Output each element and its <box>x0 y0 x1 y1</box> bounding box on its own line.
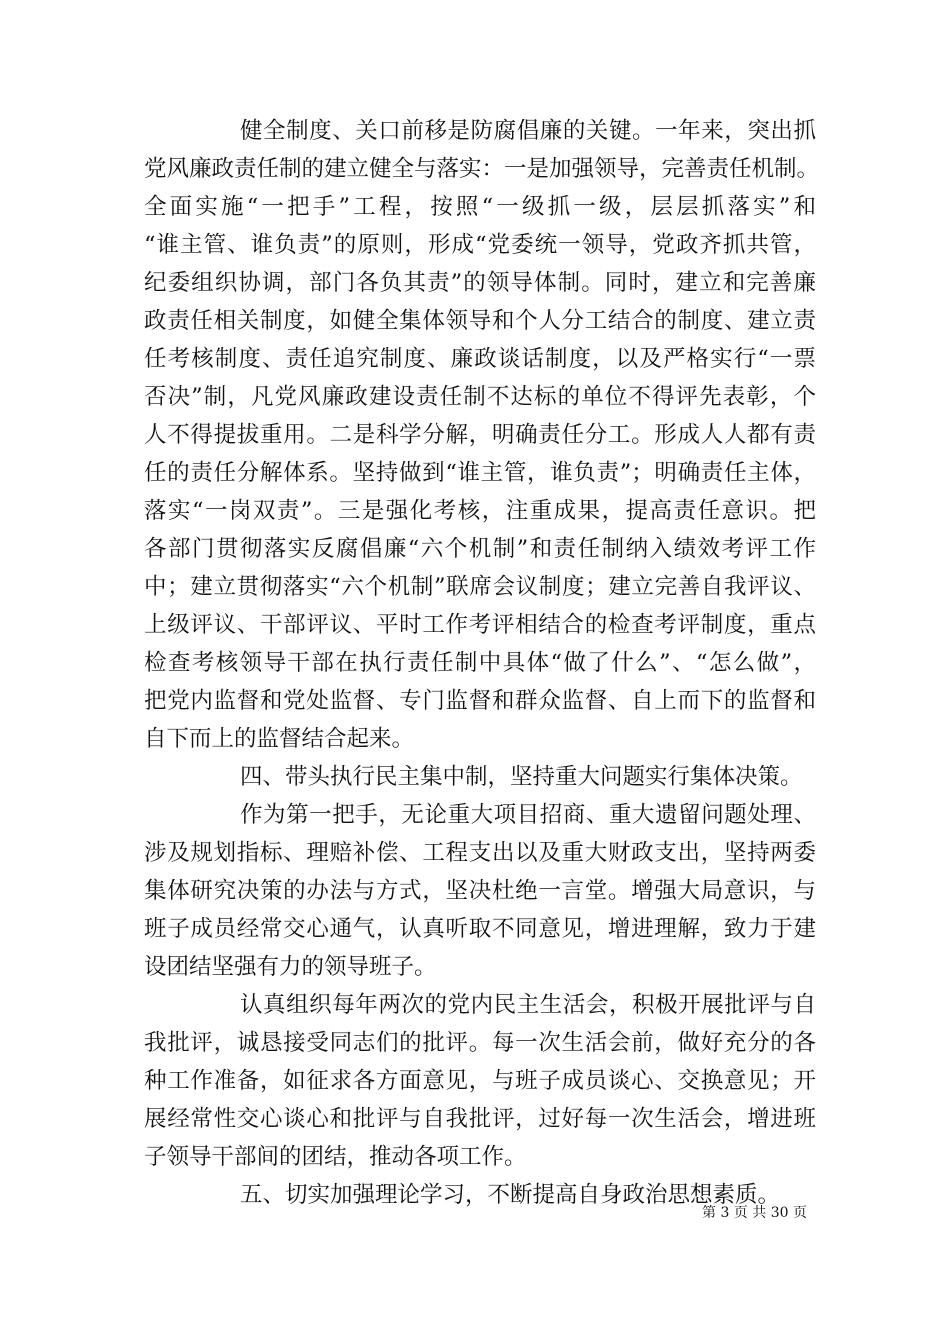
text-line: 集体研究决策的办法与方式，坚决杜绝一言堂。增强大局意识，与 <box>144 878 816 904</box>
text-line: 种工作准备，如征求各方面意见，与班子成员谈心、交换意见；开 <box>144 1068 816 1094</box>
text-line: “谁主管、谁负责”的原则，形成“党委统一领导，党政齐抓共管， <box>144 232 816 258</box>
paragraph-responsibility-system <box>144 112 820 758</box>
document-body <box>144 112 820 1214</box>
text-line: 党风廉政责任制的建立健全与落实：一是加强领导，完善责任机制。 <box>144 156 820 182</box>
text-line: 人不得提拔重用。二是科学分解，明确责任分工。形成人人都有责 <box>144 422 816 448</box>
text-line: 健全制度、关口前移是防腐倡廉的关键。一年来，突出抓 <box>240 118 816 144</box>
text-line: 认真组织每年两次的党内民主生活会，积极开展批评与自 <box>240 992 816 1018</box>
paragraph-democratic-life-meeting <box>144 986 816 1176</box>
text-line: 否决”制，凡党风廉政建设责任制不达标的单位不得评先表彰，个 <box>144 384 816 410</box>
text-line: 子领导干部间的团结，推动各项工作。 <box>144 1144 527 1170</box>
text-line: 中；建立贯彻落实“六个机制”联席会议制度；建立完善自我评议、 <box>144 574 816 600</box>
text-line: 展经常性交心谈心和批评与自我批评，过好每一次生活会，增进班 <box>144 1106 816 1132</box>
heading-line: 五、切实加强理论学习，不断提高自身政治思想素质。 <box>240 1182 781 1208</box>
text-line: 设团结坚强有力的领导班子。 <box>144 954 437 980</box>
text-line: 我批评，诚恳接受同志们的批评。每一次生活会前，做好充分的各 <box>144 1030 816 1056</box>
text-line: 上级评议、干部评议、平时工作考评相结合的检查考评制度，重点 <box>144 612 816 638</box>
text-line: 任考核制度、责任追究制度、廉政谈话制度，以及严格实行“一票 <box>144 346 816 372</box>
text-line: 各部门贯彻落实反腐倡廉“六个机制”和责任制纳入绩效考评工作 <box>144 536 816 562</box>
text-line: 任的责任分解体系。坚持做到“谁主管，谁负责”；明确责任主体， <box>144 460 816 486</box>
text-line: 作为第一把手，无论重大项目招商、重大遗留问题处理、 <box>240 802 816 828</box>
text-line: 纪委组织协调，部门各负其责”的领导体制。同时，建立和完善廉 <box>144 270 816 296</box>
section-heading-democratic-centralism <box>144 758 816 796</box>
text-line: 检查考核领导干部在执行责任制中具体“做了什么”、“怎么做”， <box>144 650 816 676</box>
text-line: 涉及规划指标、理赔补偿、工程支出以及重大财政支出，坚持两委 <box>144 840 816 866</box>
text-line: 把党内监督和党处监督、专门监督和群众监督、自上而下的监督和 <box>144 688 816 714</box>
heading-line: 四、带头执行民主集中制，坚持重大问题实行集体决策。 <box>240 764 803 790</box>
text-line: 自下而上的监督结合起来。 <box>144 726 415 752</box>
text-line: 全面实施“一把手”工程，按照“一级抓一级，层层抓落实”和 <box>144 194 816 220</box>
page-number-footer: 第 3 页 共 30 页 <box>702 1205 807 1221</box>
text-line: 政责任相关制度，如健全集体领导和个人分工结合的制度、建立责 <box>144 308 816 334</box>
paragraph-collective-decision <box>144 796 816 986</box>
text-line: 班子成员经常交心通气，认真听取不同意见，增进理解，致力于建 <box>144 916 816 942</box>
text-line: 落实“一岗双责”。三是强化考核，注重成果，提高责任意识。把 <box>144 498 816 524</box>
